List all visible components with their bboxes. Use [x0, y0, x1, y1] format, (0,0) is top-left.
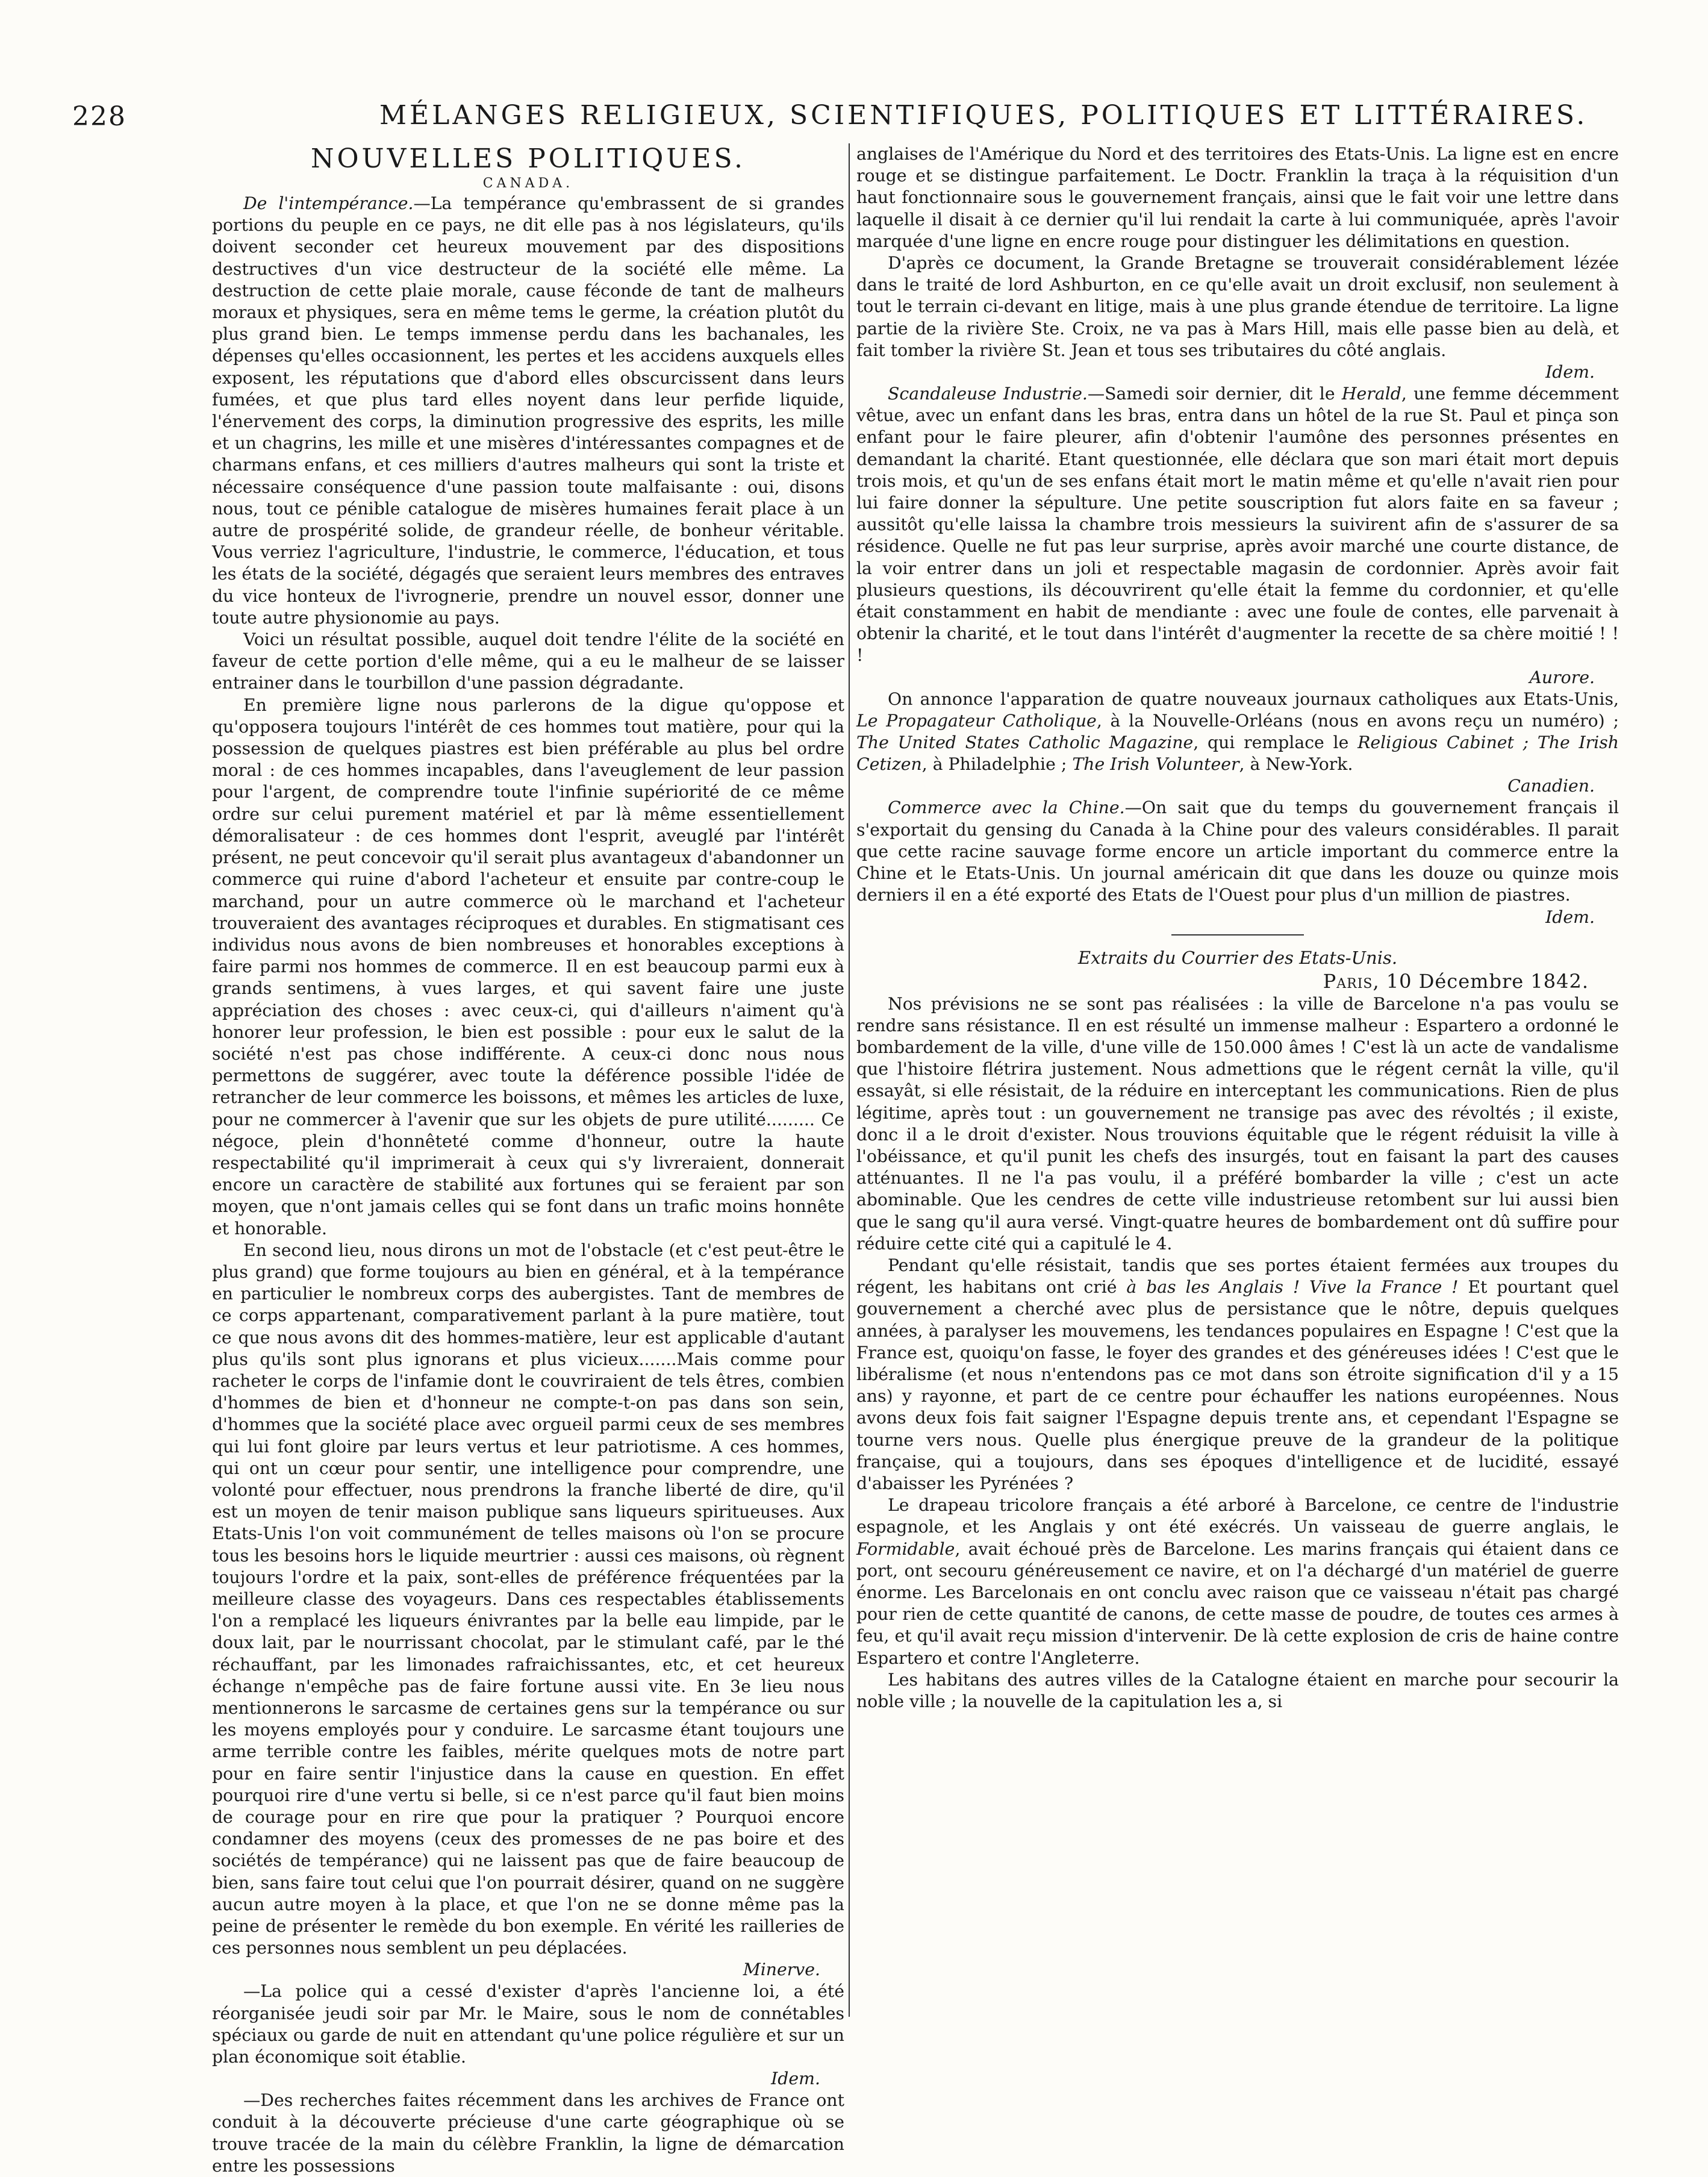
- article-text: —On sait que du temps du gouvernement français il s'exportait du gensing du Canada à la Chine pour des valeurs considérables. Il parait que cette racine sauvage forme encore un article important du commerce entre la Chine et le Etats-Unis. Un journal américain dit que dans les douze ou quinze mois derniers il en a été exporté des Etats de l'Ouest pour plus d'un million de piastres.: [856, 798, 1619, 905]
- article-text: On annonce l'apparation de quatre nouveaux journaux catholiques aux Etats-Unis,: [888, 689, 1619, 709]
- article-paragraph: En première ligne nous parlerons de la digue qu'oppose et qu'opposera toujours l'intérêt de ces hommes tout matière, pour qui la possession de quelques piastres est bien préférable au plus bel ordre moral : de ces hommes incapables, dans l'aveuglement de leur passion pour l'argent, de comprendre toute l'infinie supériorité de ce même ordre sur celui purement matériel et par là même essentiellement démoralisateur : de ces hommes dont l'esprit, aveuglé par l'intérêt présent, ne peut concevoir qu'il serait plus avantageux d'abandonner un commerce qui ruine d'abord l'acheteur et ensuite par contre-coup le marchand, pour un autre commerce où le marchand et l'acheteur trouveraient des avantages réciproques et durables. En stigmatisant ces individus nous avons de bien nombreuses et honorables exceptions à faire parmi nos hommes de commerce. Il en est beaucoup parmi eux à grands sentimens, à vues larges, et qui savent faire une juste appréciation des choses : avec ceux-ci, qui d'ailleurs n'aiment qu'à honorer leur profession, le bien est possible : pour eux le salut de la société n'est pas chose indifférente. A ceux-ci donc nous nous permettons de suggérer, avec toute la déférence possible l'idée de retrancher de leur commerce les boissons, et mêmes les articles de luxe, pour ne commercer à l'avenir que sur les objets de pure utilité......... Ce négoce, plein d'honnêteté comme d'honneur, outre la haute respectabilité qu'il imprimerait à ceux qui s'y livreraient, donnerait encore un caractère de stabilité aux fortunes qui se feraient par son moyen, que n'ont jamais celles qui se font dans un trafic moins honnête et honorable.: [212, 695, 844, 1238]
- journal-title: The Irish Volunteer: [1072, 754, 1239, 775]
- right-column: [856, 143, 1619, 2023]
- article-text: , avait échoué près de Barcelone. Les marins français qui étaient dans ce port, ont secouru généreusement ce navire, et on l'a déchargé d'un matériel de guerre énorme. Les Barcelonais en ont conclu avec raison que ce vaisseau n'était pas chargé pour rien de cette quantité de canons, de cette masse de poudre, de toutes ces armes à feu, et qu'il avait reçu mission d'intervenir. De là cette explosion de cris de haine contre Espartero et contre l'Angleterre.: [856, 1538, 1619, 1668]
- journal-title: Religious Cabinet ; The Irish Cetizen: [856, 732, 1619, 775]
- article-text: , à Philadelphie ;: [921, 754, 1073, 775]
- article-lead: Scandaleuse Industrie.: [888, 384, 1088, 404]
- dateline: [856, 969, 1619, 993]
- newspaper-name: Herald: [1341, 384, 1401, 404]
- article-text: Le drapeau tricolore français a été arboré à Barcelone, ce centre de l'industrie espagnole, et les Anglais y ont été exécrés. Un vaisseau de guerre anglais, le: [856, 1495, 1619, 1537]
- article-text: Et pourtant quel gouvernement a cherché avec plus de persistance que le nôtre, depuis quelques années, à paralyser les mouvemens, les tendances populaires en Espagne ! C'est que la France est, quoiqu'on fasse, le foyer des grandes et des généreuses idées ! C'est que le libéralisme (et nous n'entendons pas ce mot dans son étroite signification d'il y a 15 ans) y rayonne, et part de ce centre pour échauffer les nations européennes. Nous avons deux fois fait saigner l'Espagne depuis trente ans, et cependant l'Espagne se tourne vers nous. Quelle plus énergique preuve de la grandeur de la politique française, qui a toujours, dans ses époques d'intelligence et de lucidité, essayé d'abaisser les Pyrénées ?: [856, 1277, 1619, 1493]
- journal-title: Le Propagateur Catholique: [856, 710, 1097, 731]
- article-police: —La police qui a cessé d'exister d'après l'ancienne loi, a été réorganisée jeudi soir par Mr. le Maire, sous le nom de connétables spéciaux ou garde de nuit en attendant qu'une police régulière et sur un plan économique soit établie.: [212, 1981, 844, 2067]
- article-text: , qui remplace le: [1193, 732, 1358, 753]
- article-scandaleuse-industrie: [856, 383, 1619, 667]
- source-attribution: Idem.: [771, 2069, 820, 2089]
- page-header: [72, 96, 1620, 139]
- article-text: Pendant qu'elle résistait, tandis que ses portes étaient fermées aux troupes du régent, les habitans ont crié: [856, 1255, 1619, 1298]
- source-attribution: Idem.: [1545, 907, 1595, 927]
- article-paragraph: [856, 1495, 1619, 1669]
- dispatch-heading: Extraits du Courrier des Etats-Unis.: [1077, 947, 1398, 968]
- subsection-title: CANADA.: [482, 176, 574, 191]
- article-paragraph: D'après ce document, la Grande Bretagne se trouverait considérablement lézée dans le traité de lord Ashburton, en ce qu'elle avait un droit exclusif, non seulement à tout le terrain ci-devant en litige, mais à une plus grande étendue de territoire. La ligne partie de la rivière Ste. Croix, ne va pas à Mars Hill, mais elle passe bien au delà, et fait tomber la rivière St. Jean et tous ses tributaires du côté anglais.: [856, 253, 1619, 360]
- source-attribution: Aurore.: [1529, 667, 1595, 687]
- ship-name: Formidable: [856, 1538, 955, 1559]
- article-text: , à la Nouvelle-Orléans (nous en avons reçu un numéro) ;: [1096, 710, 1619, 731]
- source-attribution: Idem.: [1545, 362, 1595, 383]
- source-attribution: Canadien.: [1507, 776, 1595, 796]
- column-divider: [849, 143, 850, 2017]
- article-paragraph: Voici un résultat possible, auquel doit tendre l'élite de la société en faveur de cette portion d'elle même, qui a eu le malheur de se laisser entrainer dans le tourbillon d'une passion dégradante.: [212, 629, 844, 693]
- left-column: [212, 143, 844, 2176]
- dateline-place: Paris: [1323, 969, 1373, 993]
- section-title: NOUVELLES POLITIQUES.: [310, 143, 746, 174]
- article-text: —La tempérance qu'embrassent de si grandes portions du peuple en ce pays, ne dit elle pas à nos législateurs, qu'ils doivent seconder cet heureux mouvement par des dispositions destructives d'un vice destructeur de la société elle même. La destruction de cette plaie morale, cause féconde de tant de malheurs moraux et physiques, sera en même tems le germe, la création plutôt du plus grand bien. Le temps immense perdu dans les bachanales, les dépenses qu'elles occasionnent, les pertes et les accidens auxquels elles exposent, les réputations que d'abord elles obscurcissent dans leurs fumées, et que plus tard elles noyent dans leur perfide liquide, l'énervement des corps, la diminution progressive des esprits, les mille et un chagrins, les mille et une misères d'intéressantes compagnes et de charmans enfans, et ces milliers d'autres malheurs qui sont la triste et nécessaire conséquence d'une passion toute malfaisante : oui, disons nous, tout ce pénible catalogue de misères humaines ferait place à un autre de prospérité solide, de grandeur réelle, de bonheur véritable. Vous verriez l'agriculture, l'industrie, le commerce, l'éducation, et tous les états de la société, dégagés que seraient leurs membres des entraves du vice honteux de l'ivrognerie, prendre un nouvel essor, donner une toute autre physionomie au pays.: [212, 193, 844, 628]
- running-title: MÉLANGES RELIGIEUX, SCIENTIFIQUES, POLITIQUES ET LITTÉRAIRES.: [379, 100, 1588, 131]
- article-intemperance: [212, 193, 844, 629]
- quoted-cry: à bas les Anglais ! Vive la France !: [1126, 1277, 1459, 1298]
- dateline-date: , 10 Décembre 1842.: [1373, 969, 1589, 993]
- article-text: , une femme décemment vêtue, avec un enfant dans les bras, entra dans un hôtel de la rue St. Paul et pinça son enfant pour le faire pleurer, afin d'obtenir l'aumône des personnes présentes en demandant la charité. Etant questionnée, elle déclara que son mari était mort depuis trois mois, et qu'un de ses enfans était mort le matin même et qu'elle n'avait rien pour lui faire donner la sépulture. Une petite souscription fut alors faite en sa faveur ; aussitôt qu'elle laissa la chambre trois messieurs la suivirent afin de s'assurer de sa résidence. Quelle ne fut pas leur surprise, après avoir marché une courte distance, de la voir entrer dans un joli et respectable magasin de cordonnier. Après avoir fait plusieurs questions, ils découvrirent qu'elle était la femme du cordonnier, et qu'elle était constamment en habit de mendiante : avec une foule de contes, elle parvenait à obtenir la charité, et le tout dans l'intérêt d'augmenter la recette de sa chère moitié ! ! !: [856, 384, 1619, 666]
- article-paragraph: Les habitans des autres villes de la Catalogne étaient en marche pour secourir la noble ville ; la nouvelle de la capitulation les a, si: [856, 1669, 1619, 1711]
- article-franklin-map: —Des recherches faites récemment dans les archives de France ont conduit à la découverte précieuse d'une carte géographique où se trouve tracée de la main du célèbre Franklin, la ligne de démarcation entre les possessions: [212, 2090, 844, 2176]
- article-lead: Commerce avec la Chine.: [888, 798, 1125, 818]
- article-lead: De l'intempérance.: [243, 193, 414, 213]
- page-number: 228: [72, 101, 126, 132]
- article-paragraph: En second lieu, nous dirons un mot de l'obstacle (et c'est peut-être le plus grand) que forme toujours au bien en général, et à la tempérance en particulier le nombreux corps des aubergistes. Tant de membres de ce corps appartenant, comparativement parlant à la pure matière, tout ce que nous avons dit des hommes-matière, leur est applicable d'autant plus qu'ils sont plus ignorans et plus vicieux.......Mais comme pour racheter le corps de l'infamie dont le couvriraient de tels êtres, combien d'hommes de bien et d'honneur ne compte-t-on pas dans son sein, d'hommes que la société place avec orgueil parmi ceux de ses membres qui lui font gloire par leurs vertus et leur patriotisme. A ces hommes, qui ont un cœur pour sentir, une intelligence pour comprendre, une volonté pour effectuer, nous prendrons la franche liberté de dire, qu'il est un moyen de tenir maison publique sans liqueurs spiritueuses. Aux Etats-Unis l'on voit communément de telles maisons où l'on se procure tous les besoins hors le liquide meurtrier : aussi ces maisons, où règnent toujours l'ordre et la paix, sont-elles de préférence fréquentées par la meilleure classe des voyageurs. Dans ces respectables établissements l'on a remplacé les liqueurs énivrantes par la belle eau limpide, par le doux lait, par le nourrissant chocolat, par le stimulant café, par le thé réchauffant, par les limonades rafraichissantes, etc, et cet heureux échange n'empêche pas de faire fortune aussi vite. En 3e lieu nous mentionnerons le sarcasme de certaines gens sur la tempérance ou sur les moyens employés pour y conduire. Le sarcasme étant toujours une arme terrible contre les faibles, mérite quelques mots de notre part pour en faire sentir l'injustice dans la cause en question. En effet pourquoi rire d'une vertu si belle, si ce n'est parce qu'il faut bien moins de courage pour en rire que pour la pratiquer ? Pourquoi encore condamner des moyens (ceux des promesses de ne pas boire et des sociétés de tempérance) qui ne laissent pas que de faire beaucoup de bien, sans faire tout celui que l'on pourrait désirer, quand on ne suggère aucun autre moyen à la place, et que l'on ne se donne même pas la peine de présenter le remède du bon exemple. En vérité les railleries de ces personnes nous semblent un peu déplacées.: [212, 1240, 844, 1958]
- article-commerce-chine: [856, 797, 1619, 906]
- article-text: , à New-York.: [1239, 754, 1353, 775]
- article-text: —Samedi soir dernier, dit le: [1087, 384, 1342, 404]
- article-franklin-continued: anglaises de l'Amérique du Nord et des territoires des Etats-Unis. La ligne est en encre rouge et se distingue parfaitement. Le Doctr. Franklin la traça à la réquisition d'un haut fonctionnaire sous le gouvernement français, ainsi que le fait voir une lettre dans laquelle il disait à ce dernier qu'il lui rendait la carte à lui communiquée, après l'avoir marquée d'une ligne en encre rouge pour distinguer les délimitations en question.: [856, 144, 1619, 251]
- article-catholic-journals: [856, 689, 1619, 776]
- section-rule: [1171, 934, 1304, 935]
- journal-title: The United States Catholic Magazine: [856, 732, 1194, 753]
- article-barcelone: Nos prévisions ne se sont pas réalisées : la ville de Barcelone n'a pas voulu se rendre sans résistance. Il en est résulté un immense malheur : Espartero a ordonné le bombardement de la ville, d'une ville de 150.000 âmes ! C'est là un acte de vandalisme que l'histoire flétrira justement. Nous admettions que le régent cernât la ville, qu'il essayât, si elle résistait, de la réduire en interceptant les communications. Rien de plus légitime, après tout : un gouvernement ne transige pas avec des révoltés ; il existe, donc il a le droit d'exister. Nous trouvions équitable que le régent réduisit la ville à l'obéissance, et qu'il punit les chefs des insurgés, tout en faisant la part des causes atténuantes. Il ne l'a pas voulu, il a préféré bombarder la ville ; c'est un acte abominable. Que les cendres de cette ville industrieuse retombent sur lui aussi bien que le sang qu'il aura versé. Vingt-quatre heures de bombardement ont dû suffire pour réduire cette cité qui a capitulé le 4.: [856, 993, 1619, 1254]
- article-paragraph: [856, 1255, 1619, 1495]
- source-attribution: Minerve.: [743, 1960, 820, 1980]
